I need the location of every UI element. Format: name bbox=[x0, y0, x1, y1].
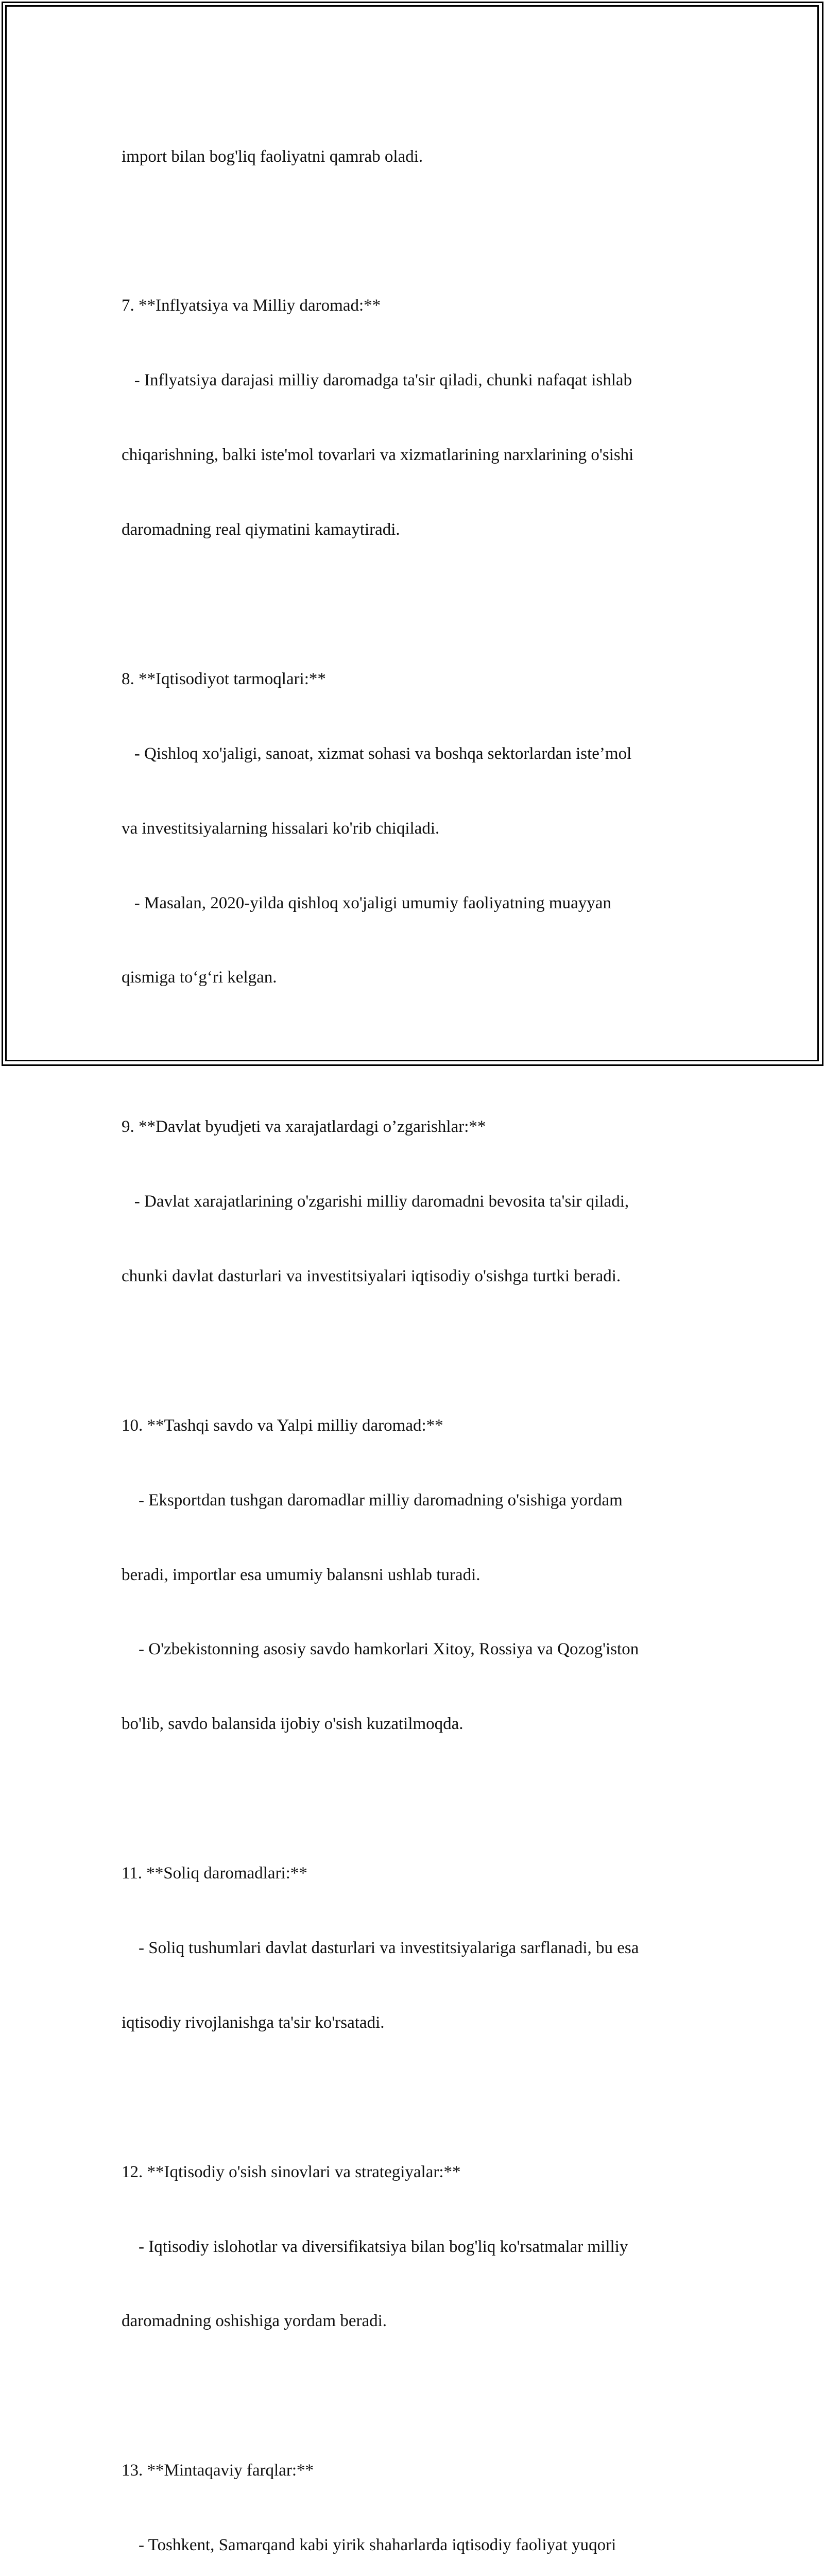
text-line: - Inflyatsiya darajasi milliy daromadga ta'sir qiladi, chunki nafaqat ishlab bbox=[122, 371, 632, 390]
text-line: - Davlat xarajatlarining o'zgarishi milliy daromadni bevosita ta'sir qiladi, bbox=[122, 1192, 629, 1211]
text-line: va investitsiyalarning hissalari ko'rib chiqiladi. bbox=[122, 819, 440, 838]
section-heading: 11. **Soliq daromadlari:** bbox=[122, 1864, 307, 1883]
text-line: chunki davlat dasturlari va investitsiyalari iqtisodiy o'sishga turtki beradi. bbox=[122, 1266, 621, 1285]
text-line: import bilan bog'liq faoliyatni qamrab oladi. bbox=[122, 147, 423, 166]
blank-line bbox=[122, 592, 714, 617]
blank-line bbox=[122, 2085, 714, 2110]
blank-line bbox=[122, 1040, 714, 1064]
text-line: - Soliq tushumlari davlat dasturlari va investitsiyalariga sarflanadi, bu esa bbox=[122, 1938, 639, 1957]
text-line: - Eksportdan tushgan daromadlar milliy daromadning o'sishiga yordam bbox=[122, 1490, 623, 1510]
section-heading: 13. **Mintaqaviy farqlar:** bbox=[122, 2461, 314, 2480]
text-line: qismiga to‘g‘ri kelgan. bbox=[122, 968, 277, 987]
text-line: bo'lib, savdo balansida ijobiy o'sish kuzatilmoqda. bbox=[122, 1715, 464, 1734]
section-heading: 7. **Inflyatsiya va Milliy daromad:** bbox=[122, 296, 381, 315]
text-line: - Iqtisodiy islohotlar va diversifikatsiya bilan bog'liq ko'rsatmalar milliy bbox=[122, 2237, 628, 2256]
section-heading: 8. **Iqtisodiyot tarmoqlari:** bbox=[122, 669, 326, 688]
text-line: - O'zbekistonning asosiy savdo hamkorlari Xitoy, Rossiya va Qozog'iston bbox=[122, 1640, 639, 1659]
text-line: - Masalan, 2020-yilda qishloq xo'jaligi umumiy faoliyatning muayyan bbox=[122, 893, 611, 912]
blank-line bbox=[122, 2383, 714, 2408]
text-line: iqtisodiy rivojlanishga ta'sir ko'rsatadi. bbox=[122, 2013, 385, 2032]
text-line: - Qishloq xo'jaligi, sanoat, xizmat sohasi va boshqa sektorlardan iste’mol bbox=[122, 744, 632, 763]
document-body bbox=[122, 94, 714, 2576]
section-heading: 9. **Davlat byudjeti va xarajatlardagi o’zgarishlar:** bbox=[122, 1117, 486, 1137]
text-line: daromadning oshishiga yordam beradi. bbox=[122, 2312, 387, 2331]
blank-line bbox=[122, 218, 714, 243]
text-line: beradi, importlar esa umumiy balansni ushlab turadi. bbox=[122, 1565, 480, 1584]
blank-line bbox=[122, 1786, 714, 1811]
text-line: daromadning real qiymatini kamaytiradi. bbox=[122, 520, 400, 539]
blank-line bbox=[122, 1338, 714, 1363]
text-line: chiqarishning, balki iste'mol tovarlari va xizmatlarining narxlarining o'sishi bbox=[122, 446, 634, 465]
section-heading: 12. **Iqtisodiy o'sish sinovlari va strategiyalar:** bbox=[122, 2162, 461, 2181]
section-heading: 10. **Tashqi savdo va Yalpi milliy daromad:** bbox=[122, 1416, 443, 1435]
text-line: - Toshkent, Samarqand kabi yirik shaharlarda iqtisodiy faoliyat yuqori bbox=[122, 2536, 616, 2555]
